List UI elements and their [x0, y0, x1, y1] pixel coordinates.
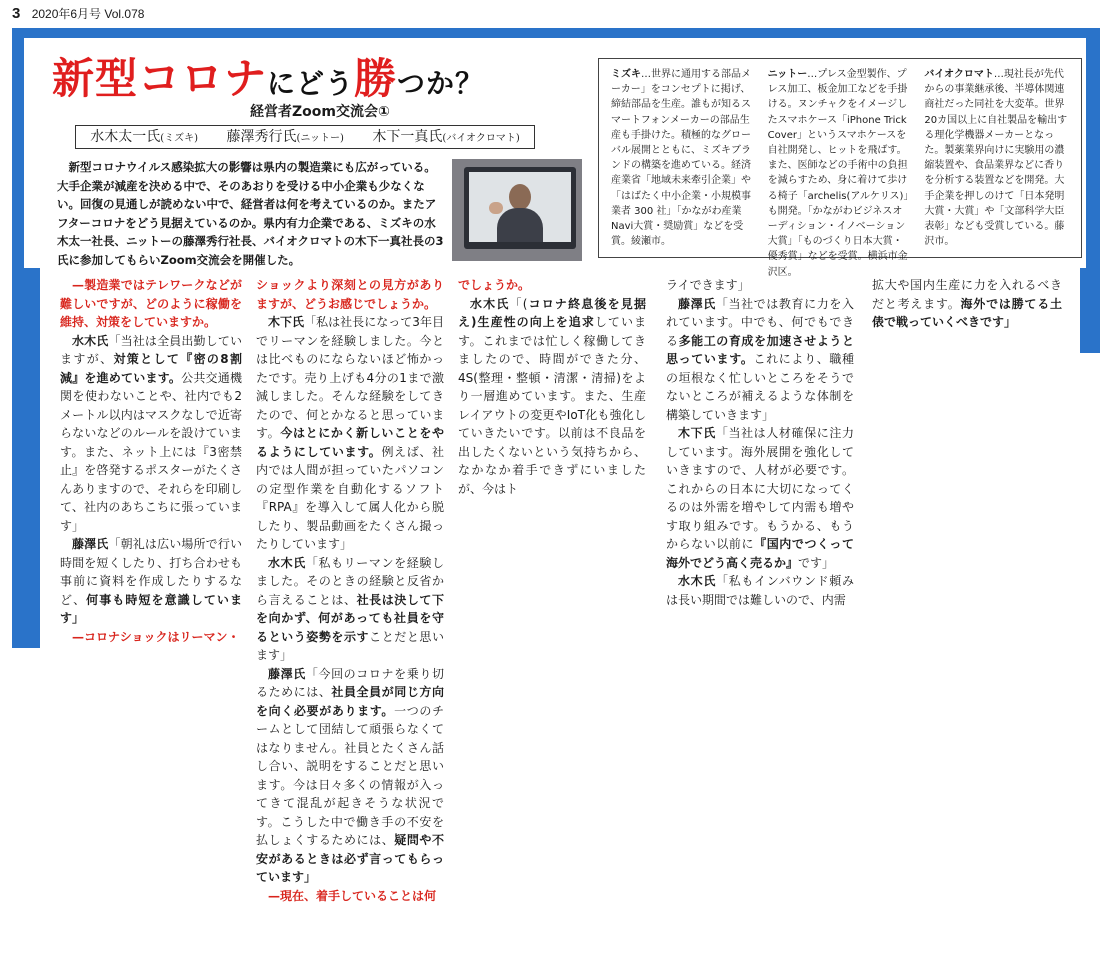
participants-box: [75, 125, 535, 149]
question: —現在、着手していることは何: [268, 888, 437, 903]
issue-label: 2020年6月号 Vol.078: [31, 7, 145, 21]
body-column-1: [60, 276, 242, 646]
body-column-3: [458, 276, 646, 498]
profile-biochromato: バイオクロマト…現社長が先代からの事業継承後、半導体関連商社だった同社を大変革。世界20カ国以上に自社製品を輸出する理化学機器メーカーとなった。製薬業界向けに実験用の濃縮装置や、食品業界などに香りを分析する装置などを開発。大手企業を押しのけて「日本発明大賞・大賞」や「文部科学大臣表彰」なども受賞している。藤沢市。: [924, 69, 1068, 248]
answer: 水木氏「(コロナ終息後を見据え)生産性の向上を追求しています。これまでは忙しく稼働してきましたので、時間ができた分、4S(整理・整頓・清潔・清掃)をより一層進めています。また、生産レイアウトの変更やIoT化も強化していきたいです。以前は不良品を出したくないという気持ちから、なかなか着手できずにいましたが、今はト: [458, 296, 646, 496]
headline-part-4: つか？: [397, 67, 485, 100]
company-profiles: [598, 58, 1082, 278]
participant: 藤澤秀行氏(ニットー): [226, 129, 344, 145]
body-column-4: [666, 276, 854, 609]
headline-part-3: 勝: [354, 54, 398, 103]
answer: 藤澤氏「今回のコロナを乗り切るためには、社員全員が同じ方向を向く必要があります。一つのチームとして団結して頑張らなくてはなりません。社員とたくさん話し合い、説明をすることだと思います。今は日々多くの情報が入ってきて混乱が起きそうな状況です。こうした中で働き手の不安を払しょくするためには、疑問や不安があるときは必ず言ってもらっています」: [256, 666, 444, 884]
answer: 木下氏「当社は人材確保に注力しています。海外展開を強化していきますので、人材が必要です。これからの日本に大切になってくるのは外需を増やして内需も増やす取り組みです。もうかる、もうからない以前に『国内でつくって海外でどう高く売るか』です」: [666, 426, 854, 570]
profile-mizuki: ミズキ…世界に通用する部品メーカー」をコンセプトに掲げ、締結部品を生産。誰もが知るスマートフォンメーカーの部品生産も手掛けた。積極的なグローバル展開とともに、ミズキブランドの構築を進めている。経済産業省「地域未来牽引企業」や「はばたく中小企業・小規模事業者 300 社」「かながわ産業Navi大賞・奨励賞」などを受賞。綾瀬市。: [611, 69, 751, 248]
subtitle: 経営者Zoom交流会①: [250, 104, 390, 120]
answer: 木下氏「私は社長になって3年目でリーマンを経験しました。今とは比べものにならないほど怖かったです。売り上げも4分の1まで激減しました。そんな経験をしてきたので、何とかなると思っています。今はとにかく新しいことをやるようにしています。例えば、社内では人間が担っていたパソコンの定型作業を自動化するソフト『RPA』を導入して属人化から脱したり、製品動画をたくさん撮ったりしています」: [256, 315, 444, 551]
answer: 藤澤氏「当社では教育に力を入れています。中でも、何でもできる多能工の育成を加速させようと思っています。これにより、職種の垣根なく忙しいところをそうでないところが補えるような体制を構築していきます」: [666, 296, 854, 422]
question: ショックより深刻との見方がありますが、どうお感じでしょうか。: [256, 278, 444, 311]
headline-part-1: 新型コロナ: [52, 54, 268, 103]
page-header: [12, 5, 144, 22]
question: —製造業ではテレワークなどが難しいですが、どのように稼働を維持、対策をしていますか。: [60, 278, 242, 329]
headline-part-2: にどう: [267, 67, 355, 100]
participant: 木下一真氏(バイオクロマト): [372, 129, 520, 145]
lead-paragraph: 新型コロナウイルス感染拡大の影響は県内の製造業にも広がっている。大手企業が減産を決める中で、そのあおりを受ける中小企業も少なくない。回復の見通しが読めない中で、経営者は何を考えているのか。またアフターコロナをどう見据えているのか。県内有力企業である、ミズキの水木太一社長、ニットーの藤澤秀行社長、バイオクロマトの木下一真社長の3氏に参加してもらいZoom交流会を開催した。: [57, 160, 444, 267]
question: —コロナショックはリーマン・: [72, 629, 240, 644]
laptop-icon: [464, 167, 576, 249]
profile-nitto: ニットー…プレス金型製作、プレス加工、板金加工などを手掛ける。ヌンチャクをイメージしたスマホケース「iPhone Trick Cover」というスマホケースを自社開発し、ヒットを飛ばす。また、医師などの手術中の負担を減らすため、身に着けて歩ける椅子「archelis(アルケリス)」も開発。「かながわビジネスオーディション・イノベーション大賞」「ものづくり日本大賞・優秀賞」などを受賞。横浜市金沢区。: [767, 69, 909, 278]
answer: 水木氏「私もリーマンを経験しました。そのときの経験と反省から言えることは、社長は決して下を向かず、何があっても社員を守るという姿勢を示すことだと思います」: [256, 555, 444, 662]
body-column-2: [256, 276, 444, 905]
body-column-5: [872, 276, 1062, 332]
answer-continued: 拡大や国内生産に力を入れるべきだと考えます。海外では勝てる土俵で戦っていくべきです」: [872, 278, 1062, 329]
question: でしょうか。: [458, 278, 531, 292]
answer: 水木氏「当社は全員出勤していますが、対策として『密の8割減』を進めています。公共交通機関を使わないことや、社内でも2メートル以内はマスクなしで近寄らないなどのルールを設けています。また、ネット上には『3密禁止』を啓発するポスターがたくさんありますので、それらを印刷して、社内のあちこちに張っています」: [60, 333, 242, 533]
answer-continued: ライできます」: [666, 278, 750, 292]
answer: 水木氏「私もインバウンド頼みは長い期間では難しいので、内需: [666, 574, 854, 607]
answer: 藤澤氏「朝礼は広い場所で行い時間を短くしたり、打ち合わせも事前に資料を作成したりするなど、何事も時短を意識しています」: [60, 537, 242, 625]
participant: 水木太一氏(ミズキ): [90, 129, 199, 145]
page-number: 3: [12, 5, 21, 22]
zoom-photo: [452, 159, 582, 261]
headline: [52, 46, 484, 106]
